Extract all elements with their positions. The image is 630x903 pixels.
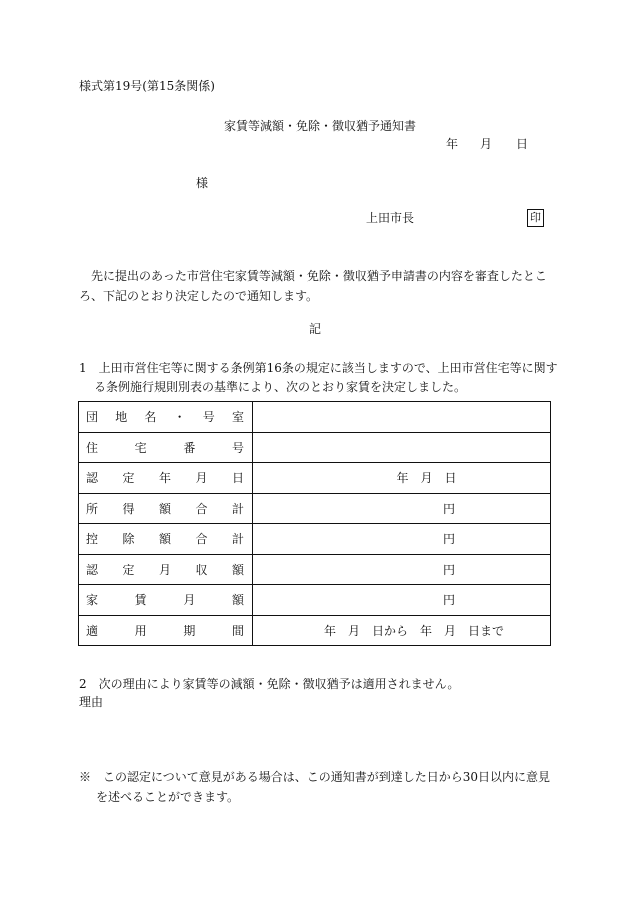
rent-decision-table (78, 401, 551, 646)
label-char: 家 (86, 593, 99, 608)
seal-stamp: 印 (527, 209, 544, 227)
row-value: 円 (253, 554, 551, 585)
table-row (79, 524, 551, 555)
row-value (253, 402, 551, 433)
label-char: 得 (122, 501, 135, 516)
label-char: 額 (231, 562, 244, 577)
label-char: 合 (195, 532, 208, 547)
label-char: 用 (134, 623, 147, 638)
label-char: 適 (86, 623, 99, 638)
label-char: 号 (231, 440, 244, 455)
label-char: 額 (158, 532, 171, 547)
issuer-name: 上田市長 (366, 211, 415, 225)
label-char: 番 (183, 440, 196, 455)
label-char: 除 (122, 532, 135, 547)
label-char: 額 (231, 593, 244, 608)
label-char: 日 (231, 471, 244, 486)
label-char: 計 (231, 532, 244, 547)
label-char: 期 (183, 623, 196, 638)
document-title: 家賃等減額・免除・徴収猶予通知書 (223, 119, 416, 133)
issue-date (446, 136, 528, 152)
label-char: 間 (231, 623, 244, 638)
label-char: 室 (231, 410, 244, 425)
row-label (79, 402, 253, 433)
note-text: ※ この認定について意見がある場合は、この通知書が到達した日から30日以内に意見を述べることができます。 (79, 770, 551, 804)
row-label (79, 615, 253, 646)
label-char: 月 (195, 471, 208, 486)
label-char: 認 (86, 562, 99, 577)
label-char: 認 (86, 471, 99, 486)
item-2-text: 2 次の理由により家賃等の減額・免除・徴収猶予は適用されません。 (79, 677, 460, 691)
date-year: 年 (446, 137, 459, 151)
label-char: 合 (195, 501, 208, 516)
label-char: 月 (158, 562, 171, 577)
label-char: 定 (122, 471, 135, 486)
row-label (79, 585, 253, 616)
label-char: 団 (86, 410, 99, 425)
table-row (79, 432, 551, 463)
label-char: 号 (202, 410, 215, 425)
row-label (79, 524, 253, 555)
addressee: 様 (196, 176, 209, 190)
label-char: 賃 (134, 593, 147, 608)
date-day: 日 (516, 137, 529, 151)
label-char: 計 (231, 501, 244, 516)
reason-label: 理由 (79, 695, 104, 709)
row-label (79, 432, 253, 463)
label-char: 所 (86, 501, 99, 516)
table-row (79, 554, 551, 585)
row-value: 円 (253, 585, 551, 616)
row-label (79, 493, 253, 524)
row-value: 年 月 日 (253, 463, 551, 494)
item-1-text: 1 上田市営住宅等に関する条例第16条の規定に該当しますので、上田市営住宅等に関する条例施行規則別表の基準により、次のとおり家賃を決定しました。 (79, 361, 558, 394)
label-char: 宅 (134, 440, 147, 455)
label-char: 住 (86, 440, 99, 455)
date-month: 月 (480, 137, 493, 151)
row-value (253, 432, 551, 463)
row-label (79, 554, 253, 585)
form-number: 様式第19号(第15条関係) (79, 79, 215, 93)
row-value: 円 (253, 524, 551, 555)
label-char: ・ (173, 410, 186, 425)
body-text: 先に提出のあった市営住宅家賃等減額・免除・徴収猶予申請書の内容を審査したところ、下記のとおり決定したので通知します。 (79, 269, 547, 303)
table-row (79, 402, 551, 433)
label-char: 月 (183, 593, 196, 608)
label-char: 名 (144, 410, 157, 425)
table-row (79, 493, 551, 524)
table-row (79, 463, 551, 494)
row-value: 年 月 日から 年 月 日まで (253, 615, 551, 646)
row-label (79, 463, 253, 494)
label-char: 額 (158, 501, 171, 516)
label-char: 定 (122, 562, 135, 577)
table-row (79, 585, 551, 616)
ki-heading: 記 (309, 322, 322, 336)
label-char: 控 (86, 532, 99, 547)
table-row (79, 615, 551, 646)
row-value: 円 (253, 493, 551, 524)
label-char: 年 (158, 471, 171, 486)
label-char: 収 (195, 562, 208, 577)
label-char: 地 (115, 410, 128, 425)
